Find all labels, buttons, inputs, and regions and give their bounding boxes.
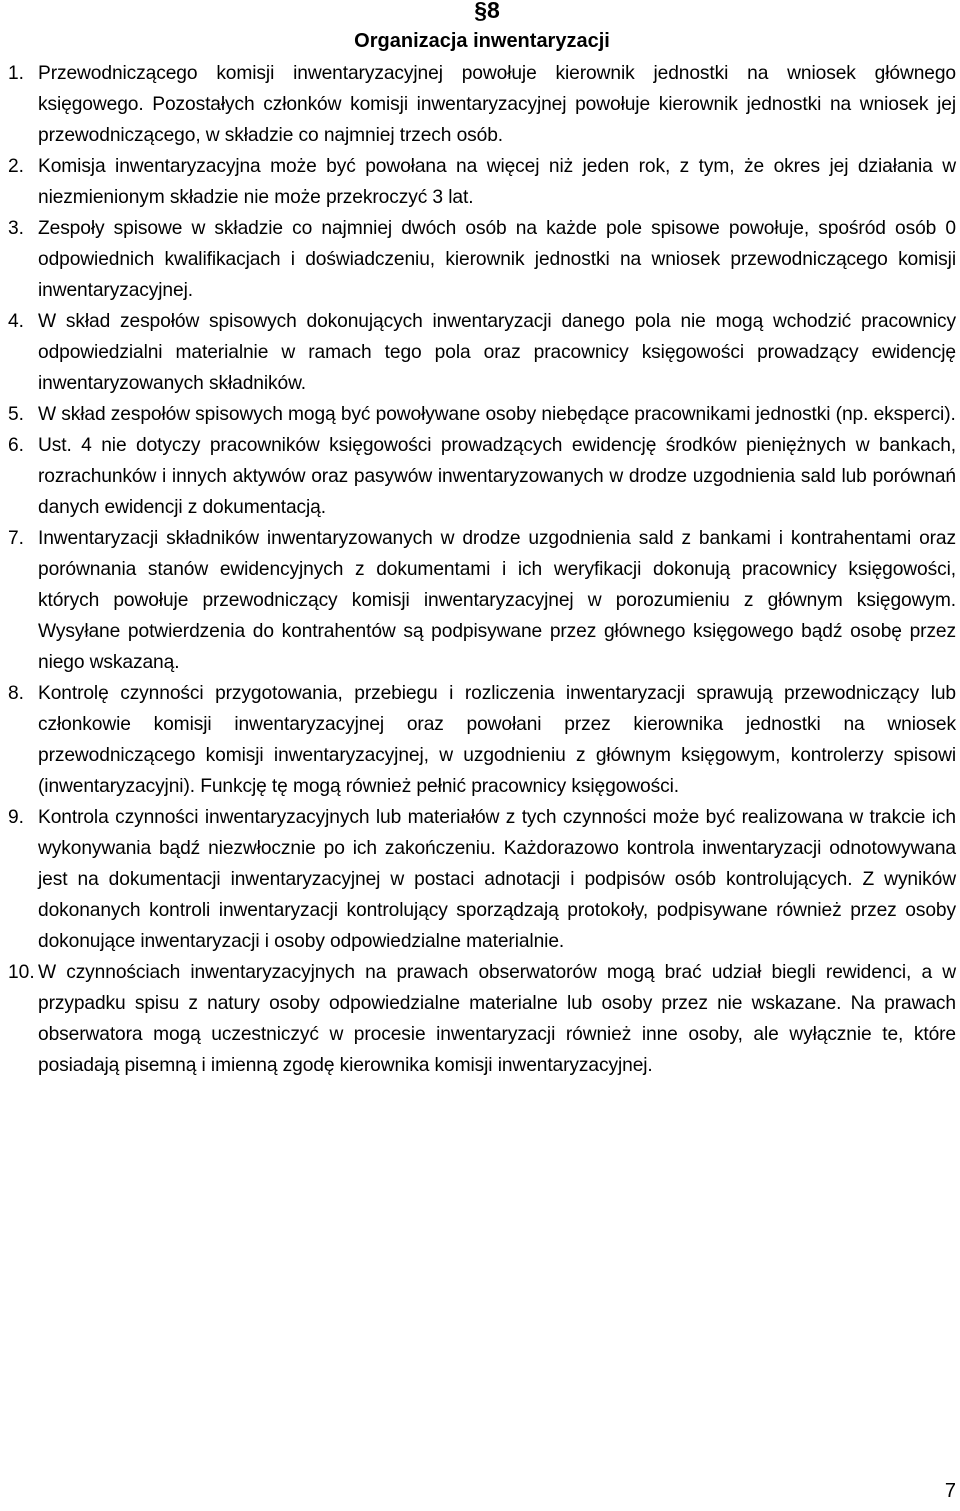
- item-number: 3.: [8, 218, 25, 239]
- item-text: W czynnościach inwentaryzacyjnych na prawach obserwatorów mogą brać udział biegli rewidenci, a w przypadku spisu z natury osoby odpowiedzialne materialne lub osoby przez nie wskazane. Na prawach obserwatora mogą uczestniczyć w procesie inwentaryzacji również inne osoby, ale wyłącznie te, które posiadają pisemną i imienną zgodę kierownika komisji inwentaryzacyjnej.: [38, 962, 956, 1076]
- item-text: Komisja inwentaryzacyjna może być powołana na więcej niż jeden rok, z tym, że okres jej działania w niezmienionym składzie nie może przekroczyć 3 lat.: [38, 156, 956, 208]
- item-number: 4.: [8, 311, 25, 332]
- section-number: §8: [474, 0, 500, 23]
- item-text: Ust. 4 nie dotyczy pracowników księgowości prowadzących ewidencję środków pieniężnych w bankach, rozrachunków i innych aktywów oraz pasywów inwentaryzowanych w drodze uzgodnienia sald lub porównań danych ewidencji z dokumentacją.: [38, 435, 956, 518]
- item-text: Kontrolę czynności przygotowania, przebiegu i rozliczenia inwentaryzacji sprawują przewodniczący lub członkowie komisji inwentaryzacyjnej oraz powołani przez kierownika jednostki na wniosek przewodniczącego komisji inwentaryzacyjnej, w uzgodnieniu z głównym księgowym, kontrolerzy spisowi (inwentaryzacyjni). Funkcję tę mogą również pełnić pracownicy księgowości.: [38, 683, 956, 797]
- list-item-8: [8, 678, 956, 802]
- item-number: 8.: [8, 683, 25, 704]
- item-text: Przewodniczącego komisji inwentaryzacyjnej powołuje kierownik jednostki na wniosek głównego księgowego. Pozostałych członków komisji inwentaryzacyjnej powołuje kierownik jednostki na wniosek jej przewodniczącego, w składzie co najmniej trzech osób.: [38, 63, 956, 146]
- list-item-9: [8, 802, 956, 957]
- item-number: 2.: [8, 156, 25, 177]
- item-number: 7.: [8, 528, 25, 549]
- list-item-4: [8, 306, 956, 399]
- item-text: W skład zespołów spisowych dokonujących inwentaryzacji danego pola nie mogą wchodzić pracownicy odpowiedzialni materialnie w ramach tego pola oraz pracownicy księgowości prowadzący ewidencję inwentaryzowanych składników.: [38, 311, 956, 394]
- list-item-3: [8, 213, 956, 306]
- item-text: Inwentaryzacji składników inwentaryzowanych w drodze uzgodnienia sald z bankami i kontrahentami oraz porównania stanów ewidencyjnych z dokumentami i ich weryfikacji dokonują pracownicy księgowości, których powołuje przewodniczący komisji inwentaryzacyjnej w porozumieniu z głównym księgowym. Wysyłane potwierdzenia do kontrahentów są podpisywane przez głównego księgowego bądź osobę przez niego wskazaną.: [38, 528, 956, 673]
- page-number: 7: [944, 1480, 956, 1502]
- section-title: Organizacja inwentaryzacji: [354, 30, 610, 52]
- item-number: 10.: [8, 962, 35, 983]
- item-number: 6.: [8, 435, 25, 456]
- list-item-1: [8, 58, 956, 151]
- item-text: W skład zespołów spisowych mogą być powoływane osoby niebędące pracownikami jednostki (np. eksperci).: [38, 404, 956, 425]
- list-item-5: [8, 399, 956, 430]
- item-text: Zespoły spisowe w składzie co najmniej dwóch osób na każde pole spisowe powołuje, spośród osób 0 odpowiednich kwalifikacjach i doświadczeniu, kierownik jednostki na wniosek przewodniczącego komisji inwentaryzacyjnej.: [38, 218, 956, 301]
- item-number: 9.: [8, 807, 25, 828]
- paragraph-list: [8, 58, 956, 1081]
- item-number: 5.: [8, 404, 25, 425]
- item-number: 1.: [8, 63, 25, 84]
- list-item-10: [8, 957, 956, 1081]
- list-item-6: [8, 430, 956, 523]
- list-item-7: [8, 523, 956, 678]
- item-text: Kontrola czynności inwentaryzacyjnych lub materiałów z tych czynności może być realizowana w trakcie ich wykonywania bądź niezwłocznie po ich zakończeniu. Każdorazowo kontrola inwentaryzacji odnotowywana jest na dokumentacji inwentaryzacyjnej w postaci adnotacji i podpisów osób kontrolujących. Z wyników dokonanych kontroli inwentaryzacji kontrolujący sporządzają protokoły, podpisywane również przez osoby dokonujące inwentaryzacji i osoby odpowiedzialne materialnie.: [38, 807, 956, 952]
- list-item-2: [8, 151, 956, 213]
